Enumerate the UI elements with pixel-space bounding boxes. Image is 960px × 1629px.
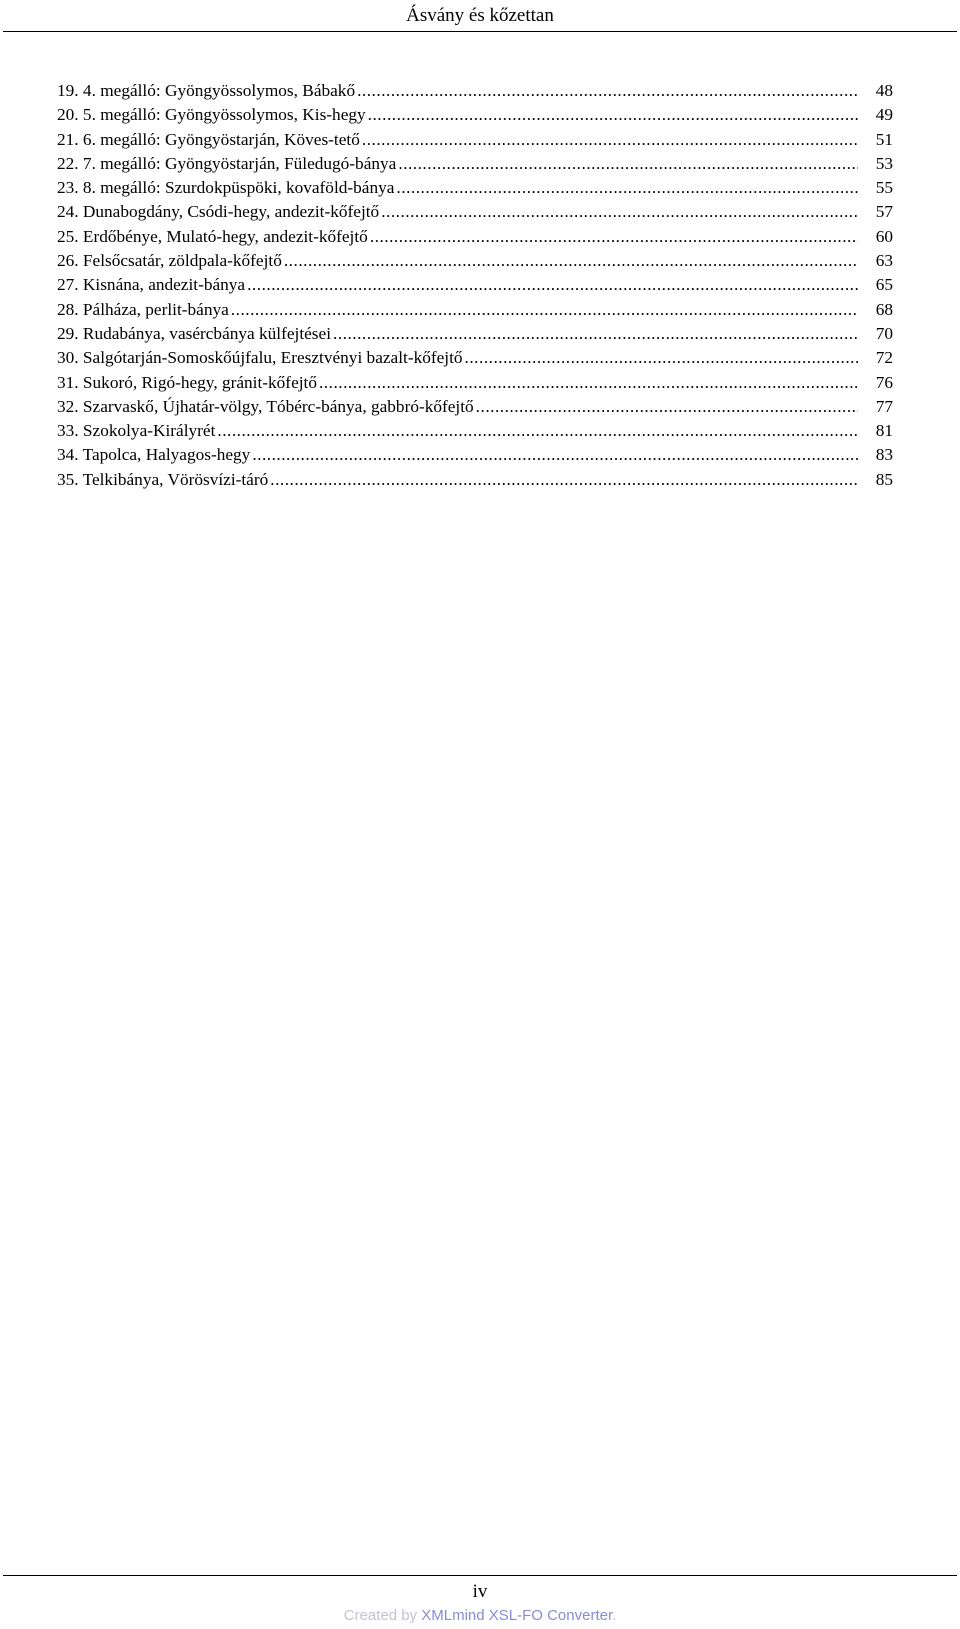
- toc-entry-title[interactable]: 21. 6. megálló: Gyöngyöstarján, Köves-tető: [57, 129, 360, 149]
- toc-leader-dots: [252, 443, 858, 467]
- toc-entry-title[interactable]: 20. 5. megálló: Gyöngyössolymos, Kis-hegy: [57, 105, 366, 125]
- page-number: iv: [472, 1581, 488, 1602]
- toc-entry-page[interactable]: 48: [875, 81, 893, 100]
- toc-leader-dots: [333, 322, 858, 346]
- toc-leader-dots: [231, 298, 858, 322]
- toc-entry-title[interactable]: 22. 7. megálló: Gyöngyöstarján, Füledugó-bánya: [57, 153, 397, 173]
- toc-leader-dots: [398, 152, 858, 176]
- header-divider: [3, 31, 957, 32]
- toc-entry[interactable]: [57, 419, 893, 443]
- toc-entry[interactable]: [57, 346, 893, 370]
- toc-leader-dots: [368, 103, 858, 127]
- toc-leader-dots: [357, 79, 858, 103]
- toc-entry-page[interactable]: 55: [875, 178, 893, 198]
- toc-entry-page[interactable]: 81: [875, 421, 893, 441]
- toc-entry-page[interactable]: 76: [875, 372, 893, 392]
- table-of-contents: [57, 79, 893, 492]
- page-header: [0, 0, 960, 34]
- toc-entry-title[interactable]: 23. 8. megálló: Szurdokpüspöki, kovaföld-bánya: [57, 178, 395, 198]
- toc-leader-dots: [476, 395, 858, 419]
- toc-leader-dots: [319, 371, 858, 395]
- toc-entry[interactable]: [57, 200, 893, 224]
- toc-entry-page[interactable]: 57: [875, 202, 893, 222]
- footer-divider: [3, 1575, 957, 1576]
- toc-entry[interactable]: [57, 103, 893, 127]
- toc-entry[interactable]: [57, 152, 893, 176]
- toc-entry[interactable]: [57, 176, 893, 200]
- toc-entry[interactable]: [57, 468, 893, 492]
- toc-leader-dots: [396, 176, 858, 200]
- toc-leader-dots: [270, 468, 858, 492]
- converter-credit: [0, 1606, 960, 1626]
- toc-entry-page[interactable]: 77: [875, 396, 893, 416]
- toc-entry-title[interactable]: 35. Telkibánya, Vörösvízi-táró: [57, 469, 269, 489]
- toc-entry[interactable]: [57, 273, 893, 297]
- toc-entry[interactable]: [57, 298, 893, 322]
- toc-leader-dots: [370, 225, 858, 249]
- toc-entry-page[interactable]: 68: [875, 299, 893, 319]
- toc-entry-page[interactable]: 83: [875, 445, 893, 465]
- toc-entry[interactable]: [57, 371, 893, 395]
- toc-entry-page[interactable]: 63: [875, 251, 893, 271]
- toc-leader-dots: [381, 200, 858, 224]
- toc-entry[interactable]: [57, 395, 893, 419]
- toc-entry[interactable]: [57, 225, 893, 249]
- toc-entry[interactable]: [57, 443, 893, 467]
- toc-entry[interactable]: [57, 128, 893, 152]
- toc-entry-page[interactable]: 49: [875, 105, 893, 125]
- toc-leader-dots: [465, 346, 858, 370]
- credit-brand-link[interactable]: XMLmind XSL-FO Converter: [421, 1607, 613, 1624]
- toc-entry-page[interactable]: 70: [875, 323, 893, 343]
- toc-entry-title[interactable]: 32. Szarvaskő, Újhatár-völgy, Tóbérc-bánya, gabbró-kőfejtő: [57, 396, 474, 416]
- toc-entry-page[interactable]: 72: [875, 348, 893, 368]
- toc-entry-page[interactable]: 65: [875, 275, 893, 295]
- credit-prefix: Created by: [343, 1607, 422, 1624]
- toc-entry[interactable]: [57, 322, 893, 346]
- toc-entry-page[interactable]: 85: [875, 469, 893, 489]
- toc-entry-title[interactable]: 24. Dunabogdány, Csódi-hegy, andezit-kőfejtő: [57, 202, 380, 222]
- document-title: Ásvány és kőzettan: [406, 5, 554, 26]
- toc-entry-title[interactable]: 27. Kisnána, andezit-bánya: [57, 275, 246, 295]
- toc-leader-dots: [247, 273, 858, 297]
- toc-entry-page[interactable]: 51: [875, 129, 893, 149]
- toc-entry-title[interactable]: 31. Sukoró, Rigó-hegy, gránit-kőfejtő: [57, 372, 317, 392]
- toc-entry-title[interactable]: 26. Felsőcsatár, zöldpala-kőfejtő: [57, 251, 282, 271]
- toc-entry-title[interactable]: 19. 4. megálló: Gyöngyössolymos, Bábakő: [57, 81, 356, 100]
- toc-entry-title[interactable]: 34. Tapolca, Halyagos-hegy: [57, 445, 251, 465]
- toc-entry[interactable]: [57, 249, 893, 273]
- toc-entry-title[interactable]: 28. Pálháza, perlit-bánya: [57, 299, 229, 319]
- toc-entry-page[interactable]: 60: [875, 226, 893, 246]
- credit-suffix: .: [612, 1607, 617, 1624]
- toc-entry-title[interactable]: 29. Rudabánya, vasércbánya külfejtései: [57, 323, 331, 343]
- toc-entry-title[interactable]: 25. Erdőbénye, Mulató-hegy, andezit-kőfejtő: [57, 226, 368, 246]
- toc-entry-title[interactable]: 30. Salgótarján-Somoskőújfalu, Eresztvényi bazalt-kőfejtő: [57, 348, 463, 368]
- toc-leader-dots: [217, 419, 858, 443]
- toc-entry-page[interactable]: 53: [875, 153, 893, 173]
- toc-entry-title[interactable]: 33. Szokolya-Királyrét: [57, 421, 216, 441]
- toc-leader-dots: [284, 249, 858, 273]
- toc-entry[interactable]: [57, 79, 893, 103]
- toc-leader-dots: [362, 128, 858, 152]
